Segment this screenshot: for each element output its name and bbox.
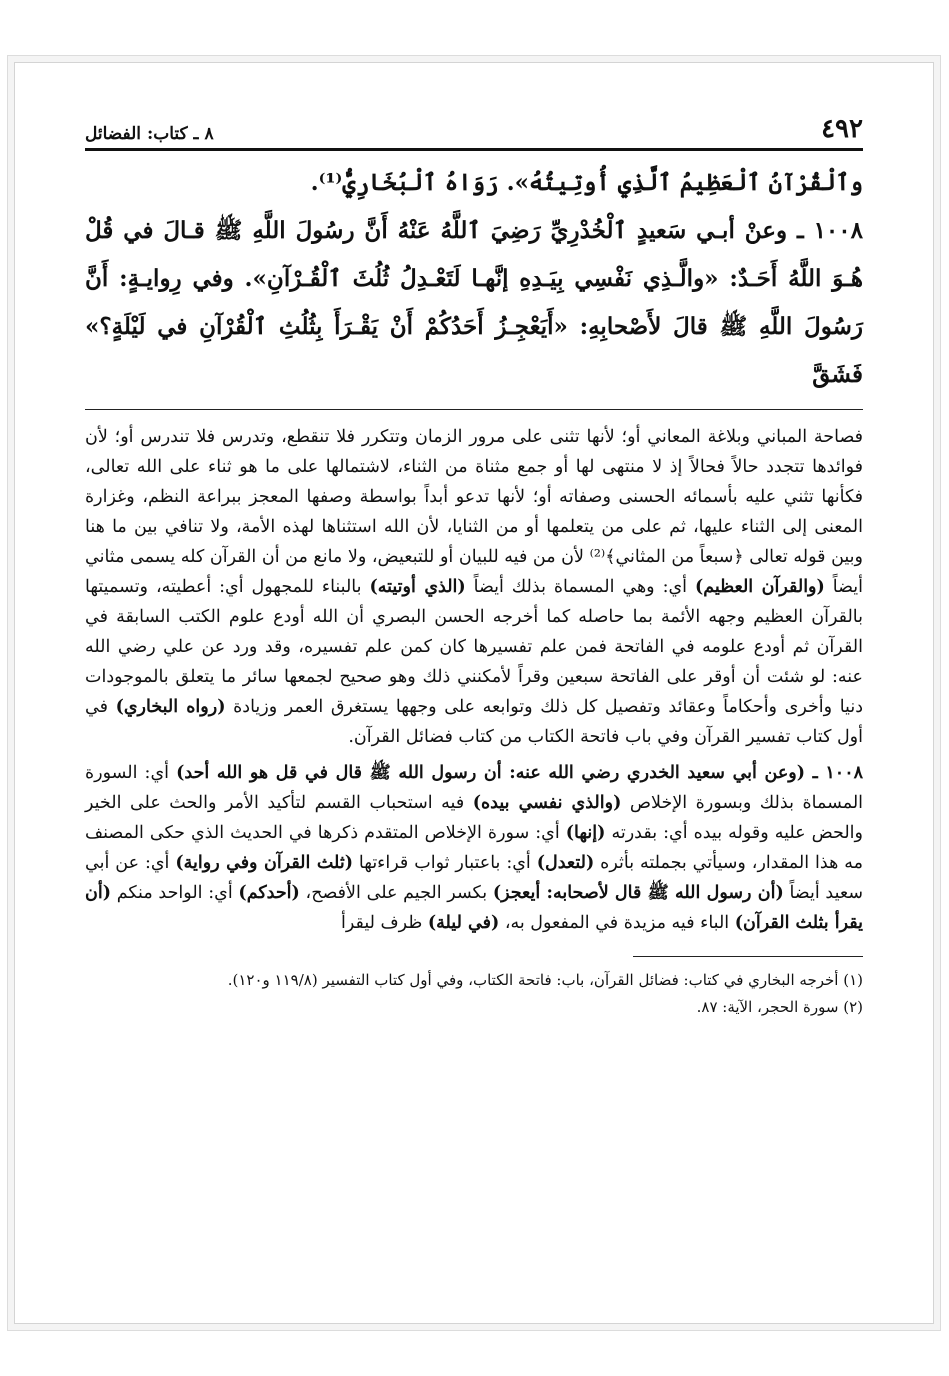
hadith-line-1: وٱلْقُرْآنُ ٱلْعَظِيمُ ٱلَّذِي أُوتِيتُهُ». رَوَاهُ ٱلْبُخَارِيُّ⁽¹⁾. [310, 169, 863, 196]
commentary-bold: (ثلث القرآن وفي رواية) [175, 853, 353, 873]
hadith-text [85, 159, 863, 399]
commentary-bold: (الذي أوتيته) [369, 577, 466, 597]
commentary-text: في أول كتاب تفسير القرآن وفي باب فاتحة الكتاب من كتاب فضائل القرآن. [85, 697, 863, 747]
commentary-bold: (والقرآن العظيم) [694, 577, 825, 597]
running-title: ٨ ـ كتاب: الفضائل [85, 124, 214, 144]
commentary-bold: (أحدكم) [238, 883, 300, 903]
commentary-text: فصاحة المباني وبلاغة المعاني أو؛ لأنها تثنى على مرور الزمان وتتكرر فلا تنقطع، وتدرس فلا تندرس أو؛ لأن فوائدها تتجدد حالاً فحالاً إذ لا منتهى لها أو جمع مثناة من الثناء، لاشتمالها على ما هو ثناء على الله تعالى، فكأنها تثني عليه بأسمائه الحسنى وصفاته أو؛ لأنها تدعو أبداً بواسطة وصفها المعجز ببراعة النظم، وغزارة المعنى إلى الثناء عليها، ثم على من يتعلمها أو من الثنايا، لأن الله استثناها لهذه الأمة، ولا تنافي بين ما هنا وبين قوله تعالى ﴿سبعاً من المثاني﴾⁽²⁾ لأن من فيه للبيان أو للتبعيض، ولا مانع من أن القرآن كله يسمى مثاني أيضاً [85, 427, 863, 597]
section-divider [85, 409, 863, 410]
footnote-1: (١) أخرجه البخاري في كتاب: فضائل القرآن، باب: فاتحة الكتاب، وفي أول كتاب التفسير (١١٩/٨ و١٢٠). [227, 971, 863, 989]
commentary-text: أي: سورة الإخلاص المتقدم ذكرها في الحديث الذي حكى المصنف مه هذا المقدار، وسيأتي بجملته بأثره [85, 823, 864, 873]
commentary-bold: (أن رسول الله ﷺ قال لأصحابه: أيعجز) [492, 883, 784, 903]
commentary-text: أي: السورة المسماة بذلك وبسورة الإخلاص [85, 763, 864, 813]
commentary-text: ظرف ليقرأ [341, 913, 428, 933]
commentary-bold: (رواه البخاري) [115, 697, 226, 717]
commentary-bold: (في ليلة) [427, 913, 500, 933]
page-number: ٤٩٢ [821, 114, 863, 144]
commentary-bold: ١٠٠٨ ـ (وعن أبي سعيد الخدري رضي الله عنه: أن رسول الله ﷺ قال في قل هو الله أحد) [176, 763, 864, 783]
commentary-text: أي: عن أبي سعيد أيضاً [85, 853, 863, 903]
commentary-paragraph-2 [85, 758, 863, 938]
commentary-text: أي: باعتبار ثواب قراءتها [352, 853, 537, 873]
commentary-paragraph-1 [85, 422, 863, 752]
commentary-bold: (والذي نفسي بيده) [472, 793, 622, 813]
hadith-1008: ١٠٠٨ ـ وعنْ أبـي سَعيدٍ ٱلْخُدْرِيِّ رَضِيَ ٱللَّهُ عَنْهُ أَنَّ رسُولَ اللَّهِ ﷺ قـالَ في قُلْ هُـوَ اللَّهُ أَحَـدٌ: «والَّـذِي نَفْسِي بِيَـدِهِ إنَّهـا لَتَعْـدِلُ ثُلُثَ ٱلْقُـرْآنِ». وفي رِوايـةٍ: أَنَّ رَسُولَ اللَّهِ ﷺ قالَ لأَصْحابِهِ: «أَيَعْجِـزُ أَحَدُكُمْ أَنْ يَقْـرَأَ بِثُلُثِ ٱلْقُرْآنِ في لَيْلَةٍ؟» فَشَقَّ [85, 217, 863, 388]
commentary-text: بالبناء للمجهول أي: أعطيته، وتسميتها بالقرآن العظيم وجهه الأئمة بما حاصله كما أخرجه الحسن البصري أن الله أودع علوم الكتب السابقة في القرآن ثم أودع علومه في الفاتحة فمن علم تفسيرها كان كمن علم تفسيره، وقد ورد عن علي رضي الله عنه: لو شئت أن أوقر على الفاتحة سبعين وقراً لأمكنني ذلك وهو صحيح لجمعها سائر ما يتعلق بالموجودات دنيا وأخرى وأحكاماً وعقائد وتفصيل كل ذلك وتوابعه على وجهها يستغرق العمر وزيادة [85, 577, 864, 717]
commentary [85, 422, 863, 938]
page-header [85, 100, 863, 151]
footnote-2: (٢) سورة الحجر، الآية: ٨٧. [696, 998, 863, 1016]
commentary-text: الباء فيه مزيدة في المفعول به، [499, 913, 735, 933]
commentary-text: فيه استحباب القسم لتأكيد الأمر والحث على الخير والحض عليه وقوله بيده أي: بقدرته [85, 793, 863, 843]
footnote-divider [633, 956, 863, 957]
commentary-bold: (إنها) [565, 823, 606, 843]
commentary-bold: (لتعدل) [536, 853, 595, 873]
footnotes [85, 967, 863, 1021]
commentary-bold: (أن يقرأ بثلث القرآن) [85, 883, 863, 933]
book-page [85, 100, 863, 1021]
commentary-text: بكسر الجيم على الأفصح، [299, 883, 493, 903]
commentary-text: أي: الواحد منكم [111, 883, 239, 903]
commentary-text: أي: وهي المسماة بذلك أيضاً [465, 577, 695, 597]
